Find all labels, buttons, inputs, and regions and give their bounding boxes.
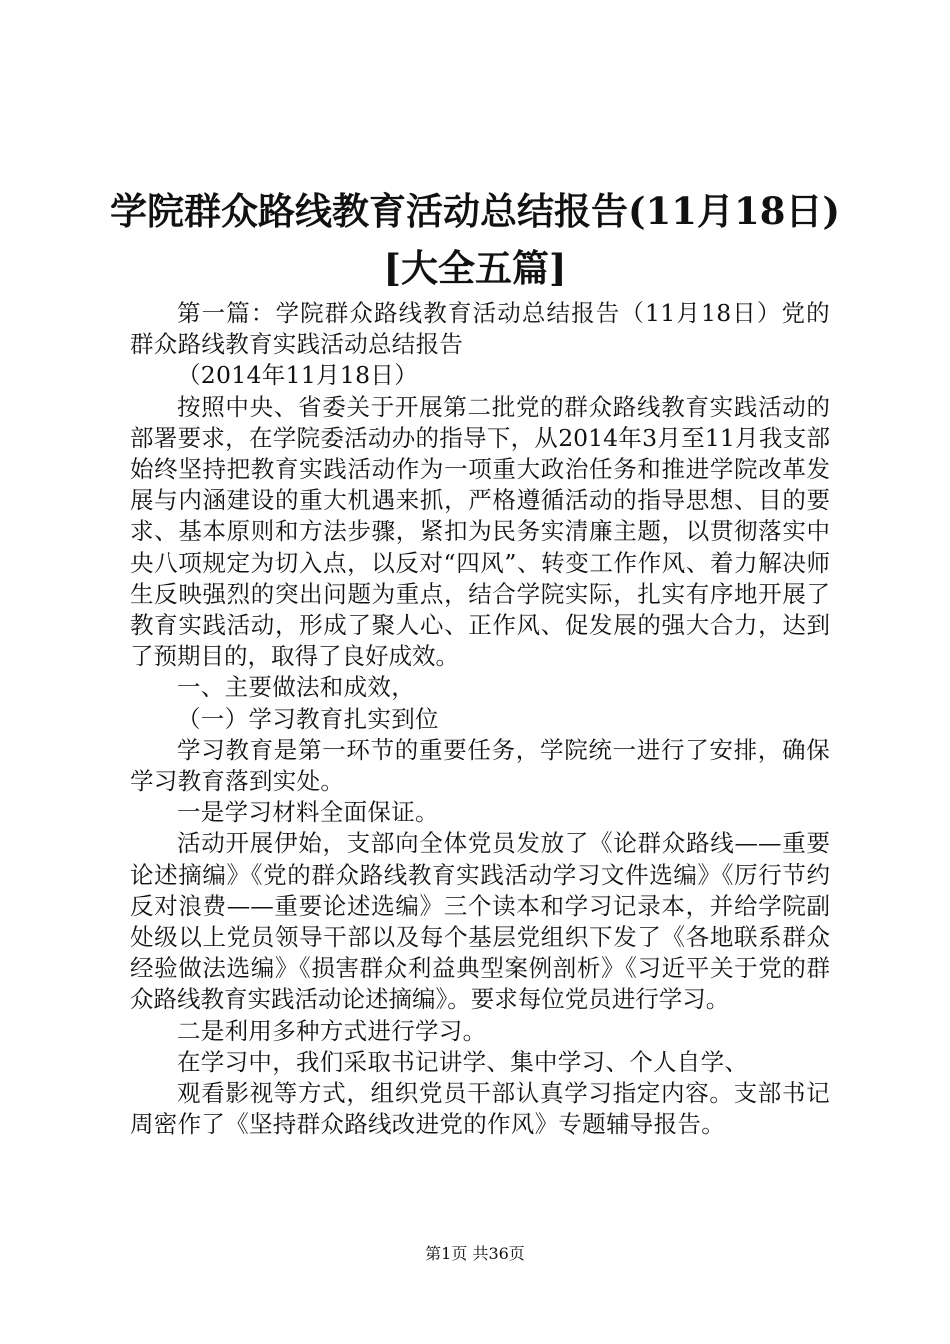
paragraph-materials: 活动开展伊始，支部向全体党员发放了《论群众路线——重要论述摘编》《党的群众路线教育实践活动学习文件选编》《厉行节约反对浪费——重要论述选编》三个读本和学习记录本，并给学院副处级以上党员领导干部以及每个基层党组织下发了《各地联系群众经验做法选编》《损害群众利益典型案例剖析》《习近平关于党的群众路线教育实践活动论述摘编》。要求每位党员进行学习。 <box>130 829 830 1014</box>
paragraph-point-2: 二是利用多种方式进行学习。 <box>177 1016 487 1045</box>
document-title-line-2: [大全五篇] <box>383 246 567 290</box>
paragraph-heading-1: 一、主要做法和成效， <box>177 673 415 702</box>
page-footer: 第1页 共36页 <box>425 1244 525 1263</box>
document-body <box>130 298 830 1140</box>
paragraph-subheading-1: （一）学习教育扎实到位 <box>177 704 439 733</box>
paragraph-methods-1: 在学习中，我们采取书记讲学、集中学习、个人自学、 <box>177 1047 749 1076</box>
paragraph-intro: 按照中央、省委关于开展第二批党的群众路线教育实践活动的部署要求，在学院委活动办的指导下，从2014年3月至11月我支部始终坚持把教育实践活动作为一项重大政治任务和推进学院改革发展与内涵建设的重大机遇来抓，严格遵循活动的指导思想、目的要求、基本原则和方法步骤，紧扣为民务实清廉主题，以贯彻落实中央八项规定为切入点，以反对“四风”、转变工作作风、着力解决师生反映强烈的突出问题为重点，结合学院实际，扎实有序地开展了教育实践活动，形成了聚人心、正作风、促发展的强大合力，达到了预期目的，取得了良好成效。 <box>130 392 830 671</box>
document-title-line-1: 学院群众路线教育活动总结报告(11月18日) <box>110 189 840 233</box>
paragraph-study-intro: 学习教育是第一环节的重要任务，学院统一进行了安排，确保学习教育落到实处。 <box>130 735 830 796</box>
paragraph-date: （2014年11月18日） <box>177 361 419 390</box>
paragraph-section-heading: 第一篇：学院群众路线教育活动总结报告（11月18日）党的群众路线教育实践活动总结报告 <box>130 299 830 359</box>
paragraph-point-1: 一是学习材料全面保证。 <box>177 798 439 827</box>
paragraph-methods-2: 观看影视等方式，组织党员干部认真学习指定内容。支部书记周密作了《坚持群众路线改进党的作风》专题辅导报告。 <box>130 1079 830 1139</box>
